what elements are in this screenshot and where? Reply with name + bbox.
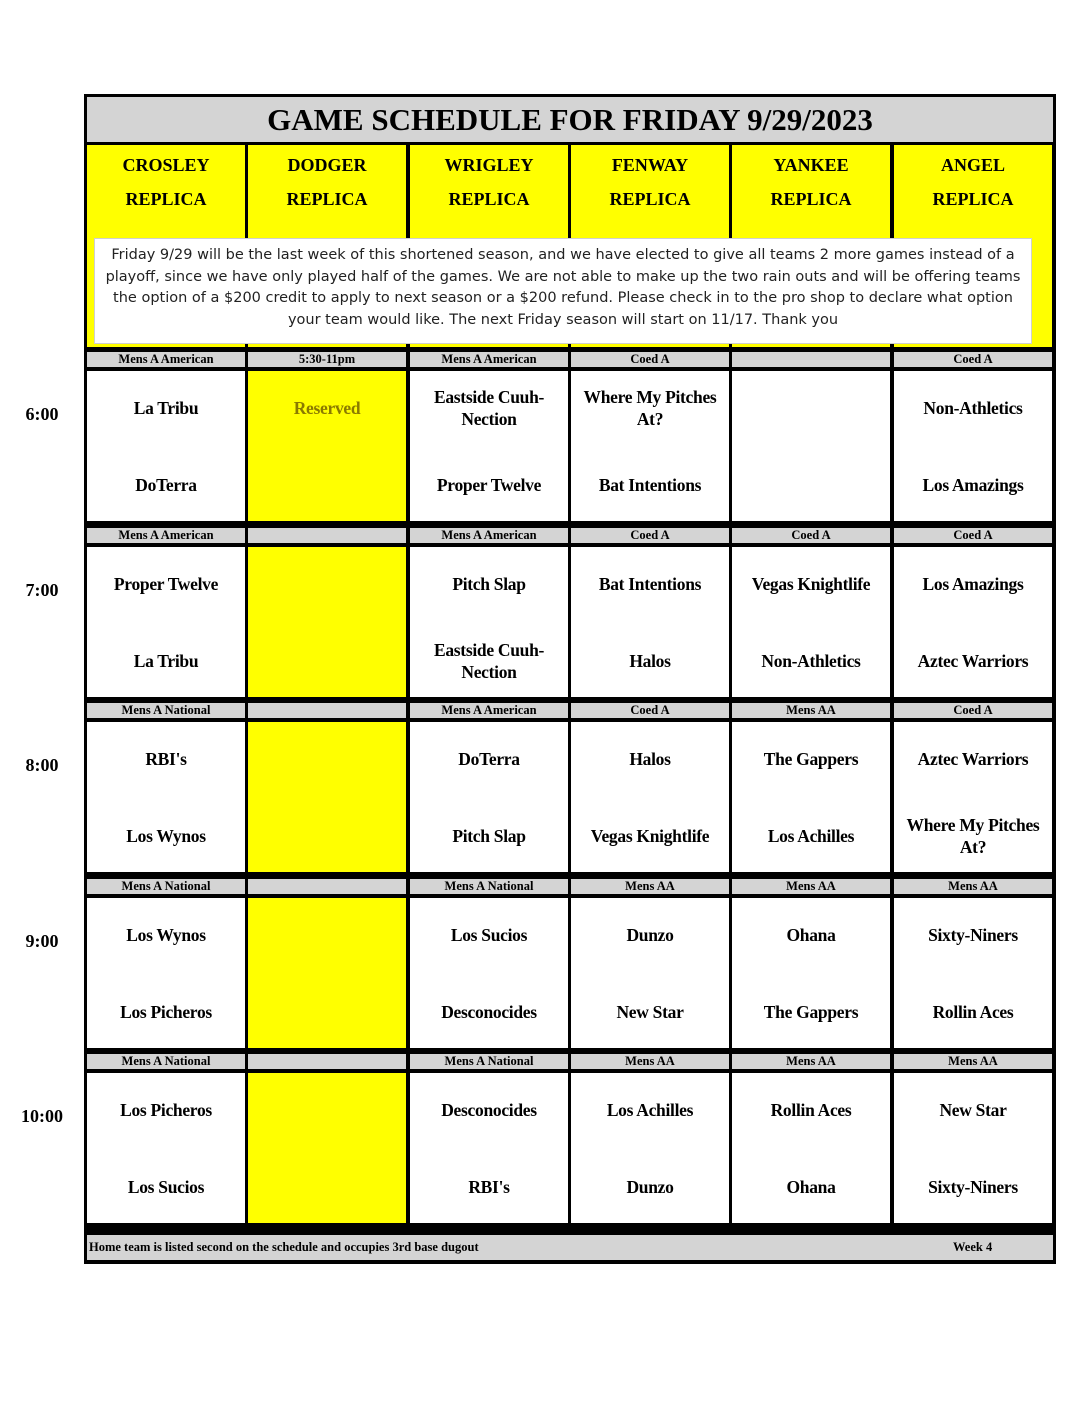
game-cell [571, 1073, 729, 1223]
time-slot-label: 6:00 [25, 404, 59, 424]
time-slot-label: 10:00 [21, 1106, 63, 1126]
division-label: Mens A National [87, 1054, 245, 1069]
away-team: Bat Intentions [598, 574, 702, 594]
home-team: The Gappers [763, 1002, 859, 1022]
field-type: REPLICA [448, 189, 530, 209]
home-team: New Star [616, 1002, 684, 1022]
field-name: WRIGLEY [444, 155, 534, 175]
time-slot-label: 7:00 [25, 580, 59, 600]
away-team: Desconocides [441, 1100, 537, 1120]
division-label: Mens A National [87, 879, 245, 894]
field-type: REPLICA [609, 189, 691, 209]
away-team: Los Picheros [120, 1100, 212, 1120]
game-cell [248, 371, 406, 521]
game-cell [571, 371, 729, 521]
game-cell [732, 1073, 890, 1223]
game-cell [571, 547, 729, 697]
away-team: Los Achilles [606, 1100, 694, 1120]
division-label [248, 528, 406, 543]
home-team: Aztec Warriors [917, 651, 1029, 671]
game-cell [410, 371, 568, 521]
game-cell [410, 547, 568, 697]
division-label: Mens A American [87, 352, 245, 367]
time-slot-label: 9:00 [25, 931, 59, 951]
game-cell [732, 547, 890, 697]
home-team: Los Amazings [922, 475, 1024, 495]
division-label: Coed A [571, 352, 729, 367]
game-cell [410, 898, 568, 1048]
home-team: Halos [629, 651, 671, 671]
away-team: Proper Twelve [113, 574, 219, 594]
division-label: Mens A American [410, 703, 568, 718]
division-label: Mens AA [894, 879, 1052, 894]
away-team: RBI's [145, 749, 187, 769]
game-cell [248, 1073, 406, 1223]
field-type: REPLICA [286, 189, 368, 209]
game-cell [894, 722, 1052, 872]
game-cell [894, 547, 1052, 697]
game-cell [87, 1073, 245, 1223]
home-team: Vegas Knightlife [590, 826, 710, 846]
away-team: Pitch Slap [452, 574, 526, 594]
schedule-table [84, 94, 1056, 1264]
home-team: Non-Athletics [761, 651, 861, 671]
game-cell [248, 722, 406, 872]
division-label: Mens AA [732, 703, 890, 718]
away-team: Vegas Knightlife [751, 574, 871, 594]
division-label [248, 879, 406, 894]
away-team: Halos [629, 749, 671, 769]
home-team: Eastside Cuuh-Nection [433, 640, 545, 682]
division-label: Mens AA [894, 1054, 1052, 1069]
division-label [248, 703, 406, 718]
game-cell [87, 371, 245, 521]
away-team: The Gappers [763, 749, 859, 769]
home-team: Los Wynos [126, 826, 206, 846]
away-team: Los Amazings [922, 574, 1024, 594]
division-label: Mens A American [410, 528, 568, 543]
home-team: Los Sucios [127, 1177, 205, 1197]
division-label: Mens A American [410, 352, 568, 367]
division-label: Coed A [571, 528, 729, 543]
field-name: ANGEL [940, 155, 1005, 175]
away-team: Los Sucios [450, 925, 528, 945]
game-cell [410, 1073, 568, 1223]
division-label: Coed A [894, 703, 1052, 718]
field-type: REPLICA [770, 189, 852, 209]
away-team: Los Wynos [126, 925, 206, 945]
division-label: Coed A [571, 703, 729, 718]
division-label: Mens AA [571, 879, 729, 894]
division-label [732, 352, 890, 367]
away-team: Rollin Aces [770, 1100, 852, 1120]
game-cell [732, 371, 890, 521]
game-cell [571, 898, 729, 1048]
away-team: Sixty-Niners [928, 925, 1018, 945]
game-cell [732, 898, 890, 1048]
away-team: Reserved [293, 398, 361, 418]
home-team: RBI's [468, 1177, 510, 1197]
away-team: Eastside Cuuh-Nection [433, 387, 545, 429]
away-team: DoTerra [458, 749, 520, 769]
division-label: Coed A [894, 352, 1052, 367]
field-name: CROSLEY [122, 155, 210, 175]
game-cell [87, 898, 245, 1048]
game-cell [248, 547, 406, 697]
home-team: Los Picheros [120, 1002, 212, 1022]
field-type: REPLICA [125, 189, 207, 209]
division-label: Mens AA [732, 879, 890, 894]
division-label: Mens A National [410, 879, 568, 894]
away-team: Non-Athletics [923, 398, 1023, 418]
home-team: Pitch Slap [452, 826, 526, 846]
away-team: La Tribu [133, 398, 199, 418]
season-notice: Friday 9/29 will be the last week of this shortened season, and we have elected to give all teams 2 more games instead of a playoff, since we have only played half of the games. We are not able to make up the two rain outs and will be offering teams the option of a $200 credit to apply to next season or a $200 refund. Please check in to the pro shop to declare what option your team would like. The next Friday season will start on 11/17. Thank you [94, 238, 1032, 344]
game-cell [571, 722, 729, 872]
away-team: Ohana [786, 925, 836, 945]
game-cell [87, 547, 245, 697]
field-name: DODGER [287, 155, 367, 175]
division-label: Mens A American [87, 528, 245, 543]
division-label: Coed A [732, 528, 890, 543]
game-cell [894, 898, 1052, 1048]
footer-bar [87, 1235, 1053, 1260]
game-cell [894, 371, 1052, 521]
home-team: Dunzo [626, 1177, 674, 1197]
page-title: GAME SCHEDULE FOR FRIDAY 9/29/2023 [87, 97, 1053, 142]
division-label: Coed A [894, 528, 1052, 543]
away-team: New Star [939, 1100, 1007, 1120]
week-label: Week 4 [953, 1240, 993, 1254]
field-name: YANKEE [773, 155, 849, 175]
away-team: Dunzo [626, 925, 674, 945]
game-cell [248, 898, 406, 1048]
field-name: FENWAY [611, 155, 689, 175]
home-team-note: Home team is listed second on the schedule and occupies 3rd base dugout [89, 1240, 479, 1254]
home-team: Rollin Aces [932, 1002, 1014, 1022]
division-label: Mens AA [571, 1054, 729, 1069]
home-team: DoTerra [135, 475, 197, 495]
home-team: Sixty-Niners [928, 1177, 1018, 1197]
home-team: Ohana [786, 1177, 836, 1197]
home-team: Los Achilles [767, 826, 855, 846]
division-label: 5:30-11pm [248, 352, 406, 367]
home-team: La Tribu [133, 651, 199, 671]
home-team: Proper Twelve [436, 475, 542, 495]
division-label [248, 1054, 406, 1069]
game-cell [732, 722, 890, 872]
home-team: Bat Intentions [598, 475, 702, 495]
division-label: Mens AA [732, 1054, 890, 1069]
home-team: Where My Pitches At? [906, 815, 1040, 857]
division-label: Mens A National [410, 1054, 568, 1069]
home-team: Desconocides [441, 1002, 537, 1022]
away-team: Where My Pitches At? [583, 387, 717, 429]
away-team: Aztec Warriors [917, 749, 1029, 769]
division-label: Mens A National [87, 703, 245, 718]
game-cell [410, 722, 568, 872]
game-cell [87, 722, 245, 872]
time-slot-label: 8:00 [25, 755, 59, 775]
game-cell [894, 1073, 1052, 1223]
field-type: REPLICA [932, 189, 1014, 209]
